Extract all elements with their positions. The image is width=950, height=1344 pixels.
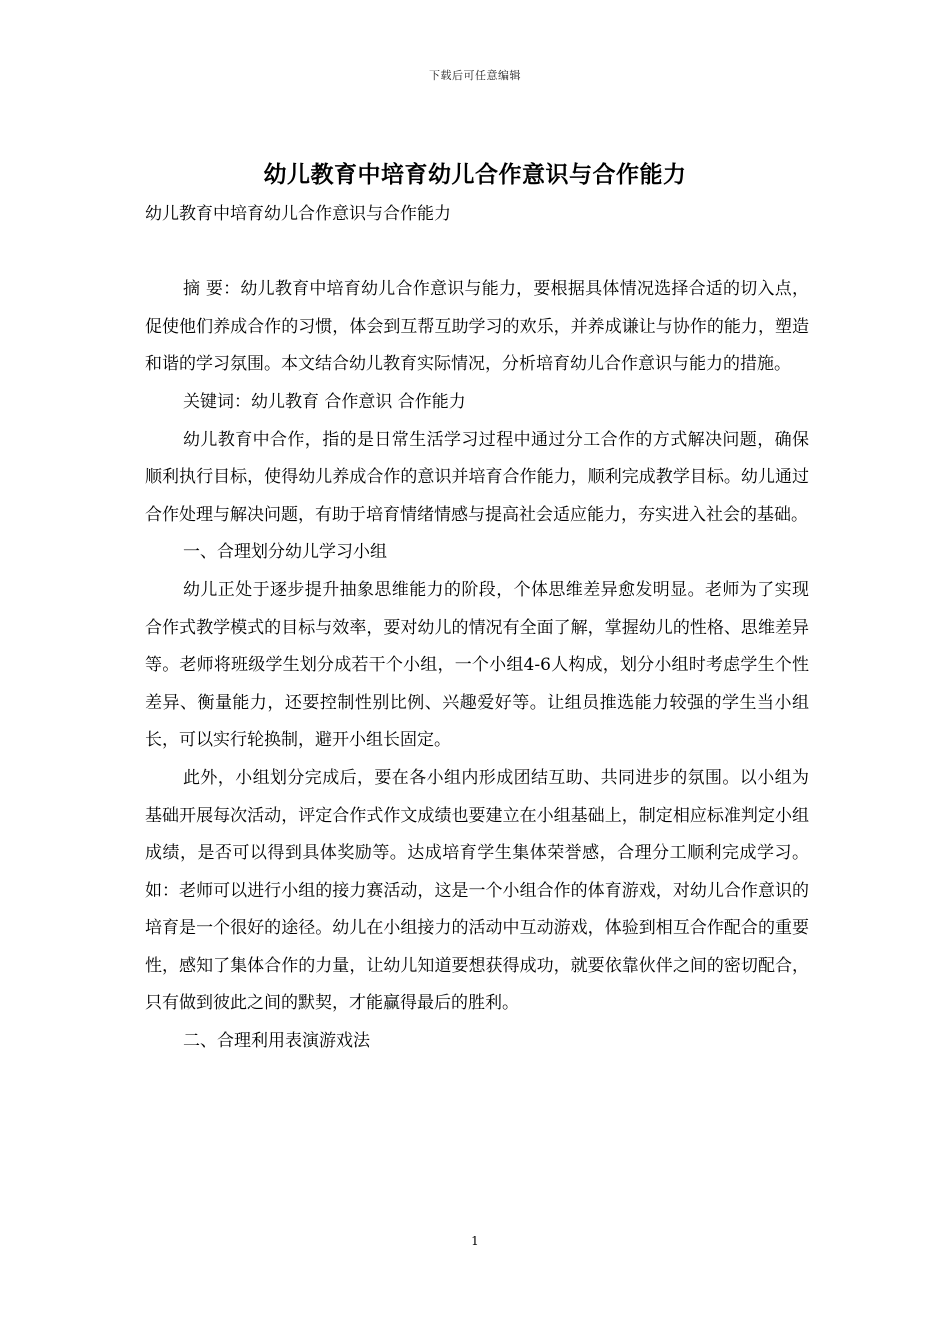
page-number: 1 bbox=[471, 1234, 479, 1248]
abstract-paragraph: 摘 要：幼儿教育中培育幼儿合作意识与能力，要根据具体情况选择合适的切入点，促使他们养成合作的习惯，体会到互帮互助学习的欢乐，并养成谦让与协作的能力，塑造和谐的学习氛围。本文结合幼儿教育实际情况，分析培育幼儿合作意识与能力的措施。 bbox=[145, 279, 809, 375]
document-subtitle: 幼儿教育中培育幼儿合作意识与合作能力 bbox=[145, 204, 451, 224]
document-body bbox=[145, 196, 809, 1061]
section-heading-1: 一、合理划分幼儿学习小组 bbox=[183, 542, 387, 563]
document-title: 幼儿教育中培育幼儿合作意识与合作能力 bbox=[263, 161, 687, 188]
body-paragraph: 此外，小组划分完成后，要在各小组内形成团结互助、共同进步的氛围。以小组为基础开展每次活动，评定合作式作文成绩也要建立在小组基础上，制定相应标准判定小组成绩，是否可以得到具体奖励等。达成培育学生集体荣誉感，合理分工顺利完成学习。如：老师可以进行小组的接力赛活动，这是一个小组合作的体育游戏，对幼儿合作意识的培育是一个很好的途径。幼儿在小组接力的活动中互动游戏，体验到相互合作配合的重要性，感知了集体合作的力量，让幼儿知道要想获得成功，就要依靠伙伴之间的密切配合，只有做到彼此之间的默契，才能赢得最后的胜利。 bbox=[145, 767, 809, 1014]
section-heading-2: 二、合理利用表演游戏法 bbox=[183, 1031, 370, 1052]
keywords-paragraph: 关键词：幼儿教育 合作意识 合作能力 bbox=[183, 391, 466, 412]
page-header-note: 下载后可任意编辑 bbox=[429, 69, 521, 82]
body-paragraph: 幼儿正处于逐步提升抽象思维能力的阶段，个体思维差异愈发明显。老师为了实现合作式教学模式的目标与效率，要对幼儿的情况有全面了解，掌握幼儿的性格、思维差异等。老师将班级学生划分成若干个小组，一个小组4-6人构成，划分小组时考虑学生个性差异、衡量能力，还要控制性别比例、兴趣爱好等。让组员推选能力较强的学生当小组长，可以实行轮换制，避开小组长固定。 bbox=[145, 579, 809, 751]
intro-paragraph: 幼儿教育中合作，指的是日常生活学习过程中通过分工合作的方式解决问题，确保顺利执行目标，使得幼儿养成合作的意识并培育合作能力，顺利完成教学目标。幼儿通过合作处理与解决问题，有助于培育情绪情感与提高社会适应能力，夯实进入社会的基础。 bbox=[145, 429, 809, 525]
